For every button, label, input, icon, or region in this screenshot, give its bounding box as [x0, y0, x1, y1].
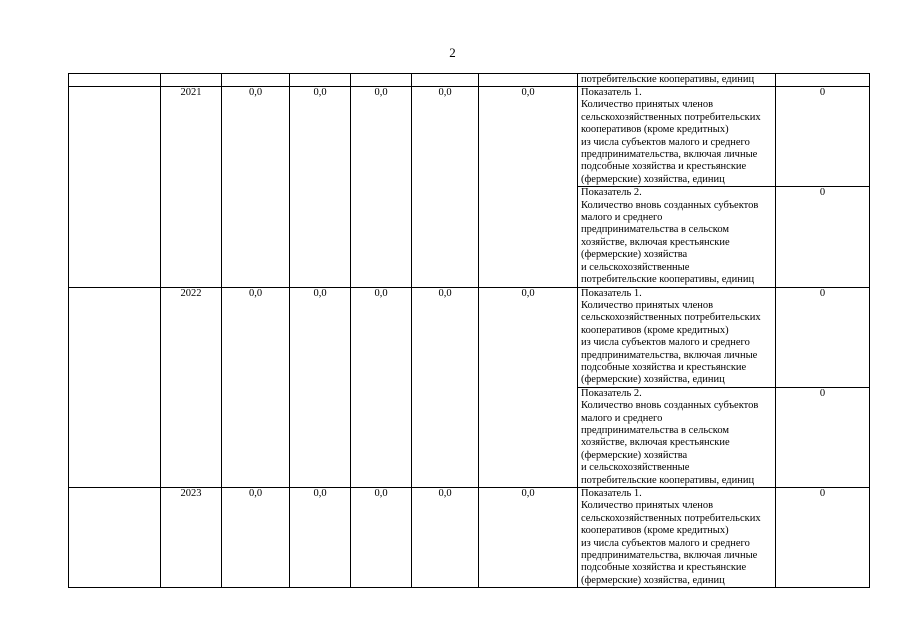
indicator-line: Показатель 1.	[581, 287, 642, 299]
indicator-line: потребительские кооперативы, единиц	[581, 474, 755, 486]
indicator-line: и сельскохозяйственные	[581, 261, 690, 273]
indicator-line: Показатель 1.	[581, 488, 642, 499]
indicator-line: сельскохозяйственных потребительских	[581, 512, 761, 524]
indicator-line: (фермерские) хозяйства	[581, 249, 688, 261]
empty-cell	[69, 287, 161, 488]
indicator-line: малого и среднего	[581, 412, 663, 424]
indicator-text	[578, 287, 776, 387]
indicator-value: 0	[776, 87, 870, 187]
indicator-line: и сельскохозяйственные	[581, 462, 690, 474]
indicator-line: подсобные хозяйства и крестьянские	[581, 562, 747, 574]
continuation-row	[69, 74, 870, 87]
indicator-line: (фермерские) хозяйства, единиц	[581, 374, 725, 386]
stub-cell	[351, 74, 412, 87]
indicator-line: малого и среднего	[581, 212, 663, 224]
indicator-line: Показатель 2.	[581, 387, 642, 399]
value-cell: 0,0	[351, 87, 412, 288]
document-table	[68, 73, 870, 588]
indicator-line: хозяйстве, включая крестьянские	[581, 437, 730, 449]
value-cell: 0,0	[351, 488, 412, 588]
indicator-line: подсобные хозяйства и крестьянские	[581, 361, 747, 373]
value-cell: 0,0	[479, 87, 578, 288]
indicator-line: сельскохозяйственных потребительских	[581, 111, 761, 123]
indicator-line: (фермерские) хозяйства, единиц	[581, 574, 725, 586]
empty-cell	[69, 488, 161, 588]
indicator-line: из числа субъектов малого и среднего	[581, 136, 750, 148]
value-cell: 0,0	[290, 488, 351, 588]
stub-cell	[479, 74, 578, 87]
indicator-line: предпринимательства в сельском	[581, 424, 730, 436]
year-row	[69, 287, 870, 387]
indicator-line: подсобные хозяйства и крестьянские	[581, 161, 747, 173]
year-row	[69, 488, 870, 588]
value-cell: 0,0	[479, 287, 578, 488]
indicator-line: предпринимательства в сельском	[581, 224, 730, 236]
indicator-line: Показатель 1.	[581, 87, 642, 98]
value-cell: 0,0	[351, 287, 412, 488]
indicator-line: Количество принятых членов	[581, 99, 714, 111]
indicator-line: из числа субъектов малого и среднего	[581, 537, 750, 549]
stub-cell	[161, 74, 222, 87]
indicator-line: Количество вновь созданных субъектов	[581, 199, 759, 211]
indicator-line: Показатель 2.	[581, 187, 642, 199]
indicator-text	[578, 87, 776, 187]
indicator-text	[578, 387, 776, 487]
indicator-text	[578, 187, 776, 287]
table-body	[69, 74, 870, 588]
indicator-line: потребительские кооперативы, единиц	[581, 274, 755, 286]
year-row	[69, 87, 870, 187]
value-cell: 0,0	[479, 488, 578, 588]
indicator-line: Количество принятых членов	[581, 299, 714, 311]
indicator-value: 0	[776, 387, 870, 487]
indicator-line: Количество вновь созданных субъектов	[581, 400, 759, 412]
indicator-line: кооперативов (кроме кредитных)	[581, 525, 729, 537]
indicator-line: из числа субъектов малого и среднего	[581, 337, 750, 349]
year-cell: 2023	[161, 488, 222, 588]
value-cell: 0,0	[222, 287, 290, 488]
year-cell: 2021	[161, 87, 222, 288]
indicator-line: сельскохозяйственных потребительских	[581, 312, 761, 324]
indicator-line: Количество принятых членов	[581, 500, 714, 512]
value-cell: 0,0	[290, 87, 351, 288]
indicator-line: предпринимательства, включая личные	[581, 550, 758, 562]
stub-cell	[776, 74, 870, 87]
indicator-line: (фермерские) хозяйства, единиц	[581, 173, 725, 185]
indicator-value: 0	[776, 187, 870, 287]
stub-cell	[412, 74, 479, 87]
indicator-value: 0	[776, 488, 870, 588]
indicator-text	[578, 488, 776, 588]
stub-cell	[69, 74, 161, 87]
value-cell: 0,0	[222, 87, 290, 288]
indicator-line: (фермерские) хозяйства	[581, 449, 688, 461]
indicator-line: кооперативов (кроме кредитных)	[581, 124, 729, 136]
indicator-line: кооперативов (кроме кредитных)	[581, 324, 729, 336]
indicator-line: предпринимательства, включая личные	[581, 149, 758, 161]
indicator-value: 0	[776, 287, 870, 387]
value-cell: 0,0	[412, 488, 479, 588]
continuation-text: потребительские кооперативы, единиц	[578, 74, 776, 87]
value-cell: 0,0	[412, 287, 479, 488]
year-cell: 2022	[161, 287, 222, 488]
value-cell: 0,0	[290, 287, 351, 488]
page-number: 2	[449, 45, 456, 60]
empty-cell	[69, 87, 161, 288]
stub-cell	[222, 74, 290, 87]
value-cell: 0,0	[412, 87, 479, 288]
stub-cell	[290, 74, 351, 87]
indicator-line: хозяйстве, включая крестьянские	[581, 236, 730, 248]
indicator-line: предпринимательства, включая личные	[581, 349, 758, 361]
value-cell: 0,0	[222, 488, 290, 588]
